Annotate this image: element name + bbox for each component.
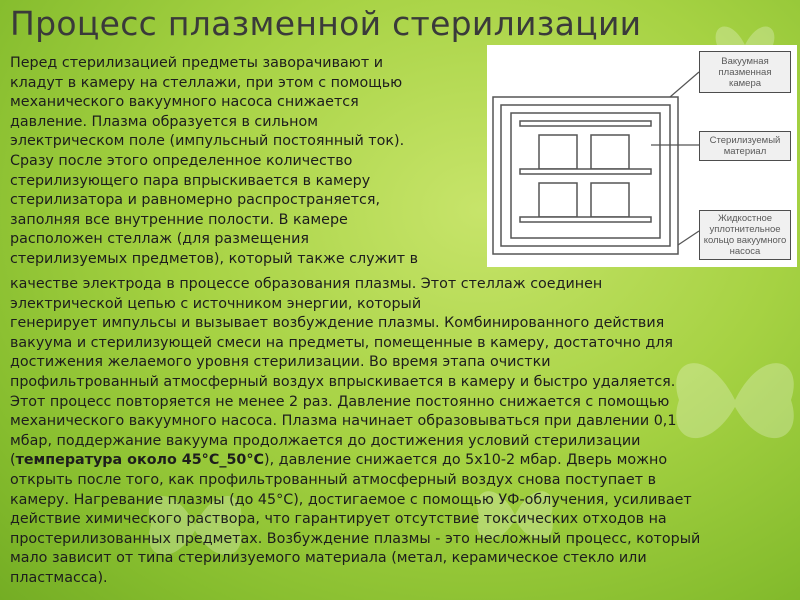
text-line-with-bold <box>10 451 794 471</box>
bold-line-tail: ), давление снижается до 5х10-2 мбар. Дверь можно <box>264 452 668 469</box>
text-line: профильтрованный атмосферный воздух впрыскивается в камеру и быстро удаляется. <box>10 373 676 390</box>
label-pump-seal-ring: Жидкостное уплотнительное кольцо вакуумного насоса <box>699 210 791 260</box>
material-item <box>539 135 577 169</box>
temperature-highlight: температура около 45°С_50°С <box>15 452 265 469</box>
material-item <box>591 183 629 217</box>
text-line: простерилизованных предметах. Возбуждение плазмы - это несложный процесс, который <box>10 530 701 547</box>
label-vacuum-chamber: Вакуумная плазменная камера <box>699 51 791 93</box>
text-line: достижения желаемого уровня стерилизации. Во время этапа очистки <box>10 354 551 371</box>
text-line: механического вакуумного насоса снижается <box>10 94 359 111</box>
material-item <box>591 135 629 169</box>
text-line: Этот процесс повторяется не менее 2 раз. Давление постоянно снижается с помощью <box>10 393 670 410</box>
rack-shelf-bottom <box>520 217 651 222</box>
rack-shelf-middle <box>520 169 651 174</box>
leader-line-chamber <box>670 72 699 97</box>
label-sterilized-material: Стерилизуемый материал <box>699 131 791 161</box>
text-line: стерилизатора и равномерно распространяется, <box>10 192 381 209</box>
material-item <box>539 183 577 217</box>
rack-shelf-top <box>520 121 651 126</box>
sterilizer-diagram <box>487 45 797 267</box>
paragraph-bottom <box>10 275 794 589</box>
text-line: Сразу после этого определенное количество <box>10 152 353 169</box>
text-line: пластмасса). <box>10 569 108 586</box>
text-line: открыть после того, как профильтрованный атмосферный воздух снова поступает в <box>10 471 657 488</box>
text-line: механического вакуумного насоса. Плазма начинает образовываться при давлении 0,1 <box>10 413 677 430</box>
text-line: давление. Плазма образуется в сильном <box>10 113 319 130</box>
text-line: электрической цепью с источником энергии, который <box>10 295 422 312</box>
text-line: заполняя все внутренние полости. В камере <box>10 211 348 228</box>
bold-open-paren: ( <box>10 452 16 469</box>
leader-line-ring <box>678 231 699 245</box>
text-line: мало зависит от типа стерилизуемого материала (метал, керамическое стекло или <box>10 550 647 567</box>
paragraph-top <box>10 54 480 270</box>
text-line: стерилизуемых предметов), который также служит в <box>10 250 419 267</box>
text-line: электрическом поле (импульсный постоянный ток). <box>10 133 405 150</box>
text-line: вакуума и стерилизующей смеси на предметы, помещенные в камеру, достаточно для <box>10 334 674 351</box>
text-line: Перед стерилизацией предметы заворачивают и <box>10 55 383 71</box>
text-line: расположен стеллаж (для размещения <box>10 231 309 248</box>
text-line: качестве электрода в процессе образования плазмы. Этот стеллаж соединен <box>10 276 603 292</box>
text-line: кладут в камеру на стеллажи, при этом с помощью <box>10 74 403 91</box>
text-line: камеру. Нагревание плазмы (до 45°С), достигаемое с помощью УФ-облучения, усиливает <box>10 491 692 508</box>
page-title: Процесс плазменной стерилизации <box>10 4 642 43</box>
text-line: стерилизующего пара впрыскивается в камеру <box>10 172 371 189</box>
text-line: генерирует импульсы и вызывает возбуждение плазмы. Комбинированного действия <box>10 315 665 332</box>
text-line: действие химического раствора, что гарантирует отсутствие токсических отходов на <box>10 511 667 528</box>
text-line: мбар, поддержание вакуума продолжается до достижения условий стерилизации <box>10 432 641 449</box>
